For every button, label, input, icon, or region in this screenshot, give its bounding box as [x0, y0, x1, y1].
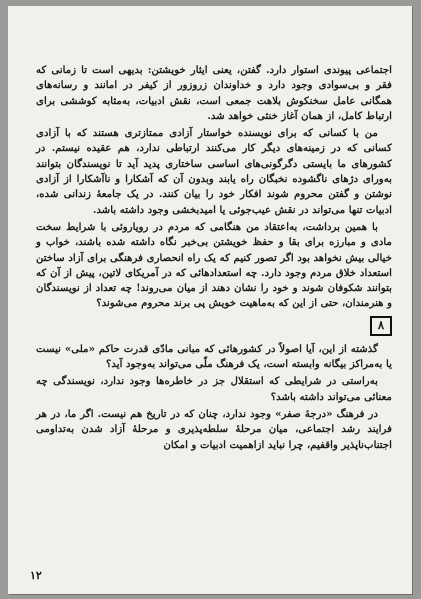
page-number: ۱۲: [30, 569, 42, 582]
paragraph-1: اجتماعی پیوندی استوار دارد. گفتن، یعنی ایثار خویشتن: بدیهی است تا زمانی که فقر و بی‌سوادی وجود دارد و خداوندان زرو‌زور از کیفر در امانند و رسانه‌های همگانی عامل سخنکوش بلاهت جمعی است، نقش ادبیات، به‌مثابه کوششی برای ارتباط کامل، از همان آغاز خنثی خواهد شد.: [36, 64, 392, 122]
paragraph-4: گذشته از این، آیا اصولاً در کشورهائی که مبانی مادّی قدرت حاکم «ملی» نیست یا به‌مراکز بیگانه وابسته است، یک فرهنگ ملّی می‌تواند به‌وجود آید؟: [36, 342, 392, 371]
section-number-box: [370, 316, 392, 336]
paragraph-5: به‌راستی در شرایطی که استقلال جز در خاطره‌ها وجود ندارد، نویسندگی چه معنائی می‌تواند داشته باشد؟: [36, 375, 392, 403]
paragraph-3: با همین برداشت، به‌اعتقاد من هنگامی که مردم در رویاروئی با شرایط سخت مادی و مبارزه برای بقا و حفظ خویشتن بی‌خبر نگاه داشته شده باشند، خواب و خیالی بیش نخواهد بود اگر تصور کنیم که یک راه انحصاری فرهنگی برای آزاد ساختن استعداد خلاق مردم وجود دارد. چه استعدادهائی که در آمریکای لاتین، پیش از آن که بتوانند شکوفان شوند و خود را نشان دهند از میان می‌روند! چه تعداد از نویسندگان و هنرمندان، حتی از این که به‌ماهیت خویش پی برند محروم می‌شوند؟: [36, 220, 392, 310]
book-page: [8, 6, 412, 594]
paragraph-6: در فرهنگ «درجهٔ صفر» وجود ندارد، چنان که در تاریخ هم نیست. اگر ما، در هر فرایند رشد اجتماعی، میان مرحلهٔ سلطه‌پذیری و مرحلهٔ آزاد شدن به‌تداومی اجتناب‌ناپذیر واقفیم، چرا نباید ازاهمیت ادبیات و امکان: [36, 407, 392, 451]
paragraph-2: من با کسانی که برای نویسنده خواستار آزادی ممتازتری هستند که با آزادی کسانی که در زمینه‌های دیگر کار می‌کنند ارتباطی ندارد، هم عقیده نیستم. در کشورهای ما بایستی دگرگونی‌های اساسی ساختاری پدید آید تا نویسندگان بتوانند به‌ورای دژهای ناگشوده‌ نخبگان راه یابند وبدون آن که آشکارا و ناآشکارا از آزادی نوشتن و گفتن محروم شوند افکار خود را بیان کنند. در یک جامعهٔ زندانی شده، ادبیات تنها می‌تواند در نقش عیب‌جوئی یا امیدبخشی وجود داشته باشد.: [36, 127, 392, 216]
section-number: ۸: [377, 318, 385, 333]
body-text: [36, 63, 392, 455]
